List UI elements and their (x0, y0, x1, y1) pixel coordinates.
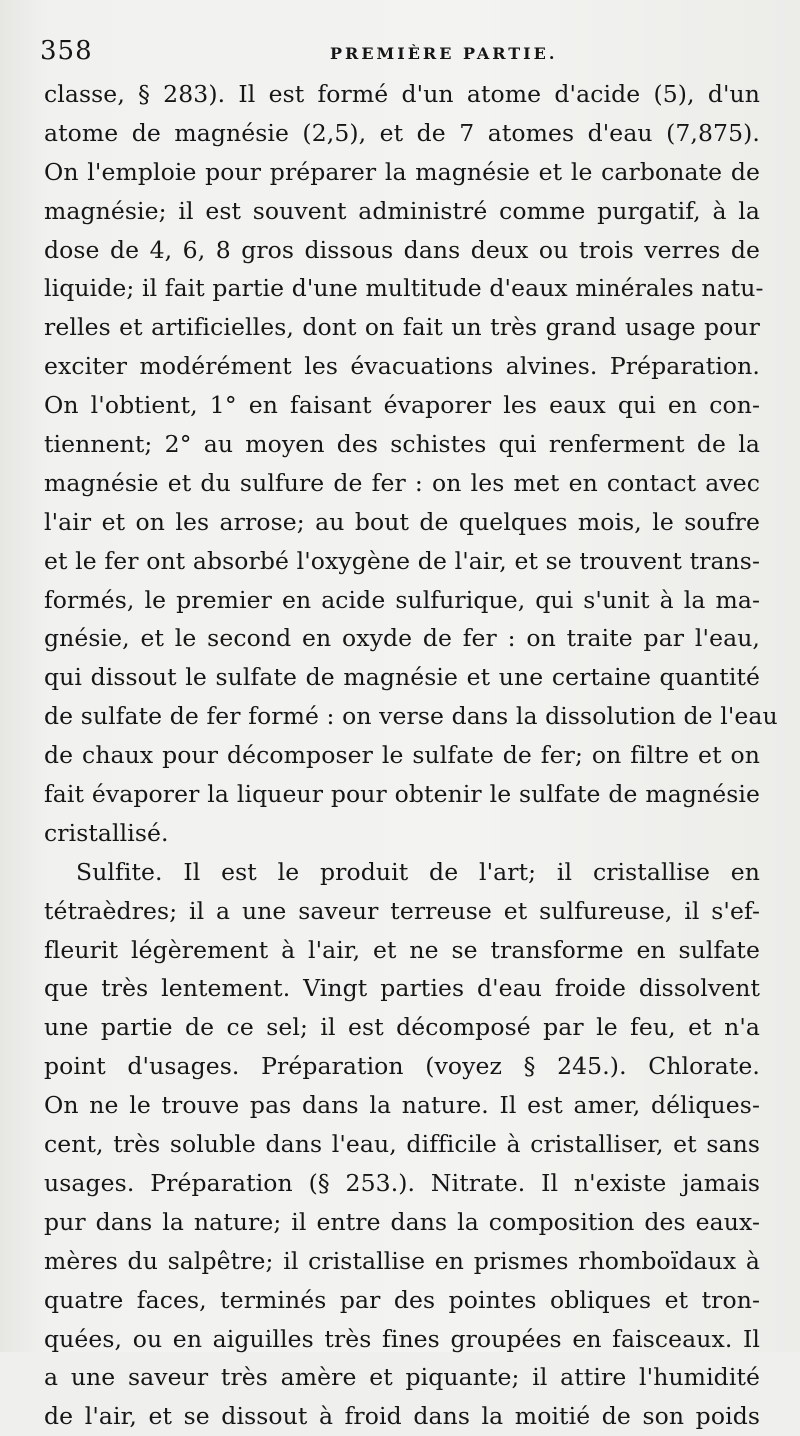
text-line: quées, ou en aiguilles très fines groupées en faisceaux. Il (44, 1324, 760, 1353)
text-line: classe, § 283). Il est formé d'un atome d'acide (5), d'un (44, 80, 760, 108)
text-line: dose de 4, 6, 8 gros dissous dans deux ou trois verres de (44, 235, 760, 264)
text-line: On l'obtient, 1° en faisant évaporer les eaux qui en con- (44, 391, 760, 420)
text-line: point d'usages. Préparation (voyez § 245.). Chlorate. (44, 1052, 760, 1081)
text-line: tétraèdres; il a une saveur terreuse et sulfureuse, il s'ef- (44, 896, 760, 925)
running-head: PREMIÈRE PARTIE. (330, 44, 558, 63)
text-line: formés, le premier en acide sulfurique, qui s'unit à la ma- (44, 585, 760, 614)
text-line: cristallisé. (44, 818, 169, 847)
text-line: fait évaporer la liqueur pour obtenir le sulfate de magnésie (44, 780, 760, 809)
text-line: et le fer ont absorbé l'oxygène de l'air, et se trouvent trans- (44, 546, 760, 575)
text-line: On l'emploie pour préparer la magnésie et le carbonate de (44, 157, 760, 186)
text-line: quatre faces, terminés par des pointes obliques et tron- (44, 1285, 760, 1314)
text-line: pur dans la nature; il entre dans la composition des eaux- (44, 1207, 760, 1236)
text-line: On ne le trouve pas dans la nature. Il est amer, déliques- (44, 1091, 760, 1120)
text-line: cent, très soluble dans l'eau, difficile à cristalliser, et sans (44, 1130, 760, 1159)
text-line: tiennent; 2° au moyen des schistes qui renferment de la (44, 430, 760, 459)
text-line: usages. Préparation (§ 253.). Nitrate. Il n'existe jamais (44, 1168, 760, 1197)
body-text (44, 75, 778, 1436)
text-line: a une saveur très amère et piquante; il attire l'humidité (44, 1363, 760, 1392)
text-line: magnésie et du sulfure de fer : on les met en contact avec (44, 468, 760, 497)
page-header (40, 36, 760, 72)
text-line: Sulfite. Il est le produit de l'art; il cristallise en (76, 857, 760, 886)
text-line: fleurit légèrement à l'air, et ne se transforme en sulfate (44, 935, 760, 964)
text-line: de l'air, et se dissout à froid dans la moitié de son poids (44, 1402, 760, 1431)
text-line: que très lentement. Vingt parties d'eau froide dissolvent (44, 974, 760, 1003)
text-line: atome de magnésie (2,5), et de 7 atomes d'eau (7,875). (44, 118, 760, 147)
text-line: de sulfate de fer formé : on verse dans la dissolution de l'eau (44, 702, 778, 731)
text-line: magnésie; il est souvent administré comme purgatif, à la (44, 196, 760, 225)
text-line: une partie de ce sel; il est décomposé par le feu, et n'a (44, 1013, 760, 1042)
text-line: mères du salpêtre; il cristallise en prismes rhomboïdaux à (44, 1246, 760, 1275)
text-line: l'air et on les arrose; au bout de quelques mois, le soufre (44, 507, 760, 536)
text-line: qui dissout le sulfate de magnésie et une certaine quantité (44, 663, 760, 692)
text-line: de chaux pour décomposer le sulfate de fer; on filtre et on (44, 741, 760, 770)
text-line: relles et artificielles, dont on fait un très grand usage pour (44, 313, 760, 342)
page-number: 358 (40, 36, 93, 66)
text-line: exciter modérément les évacuations alvines. Préparation. (44, 352, 760, 381)
text-line: gnésie, et le second en oxyde de fer : on traite par l'eau, (44, 624, 760, 653)
text-line: liquide; il fait partie d'une multitude d'eaux minérales natu- (44, 274, 764, 303)
